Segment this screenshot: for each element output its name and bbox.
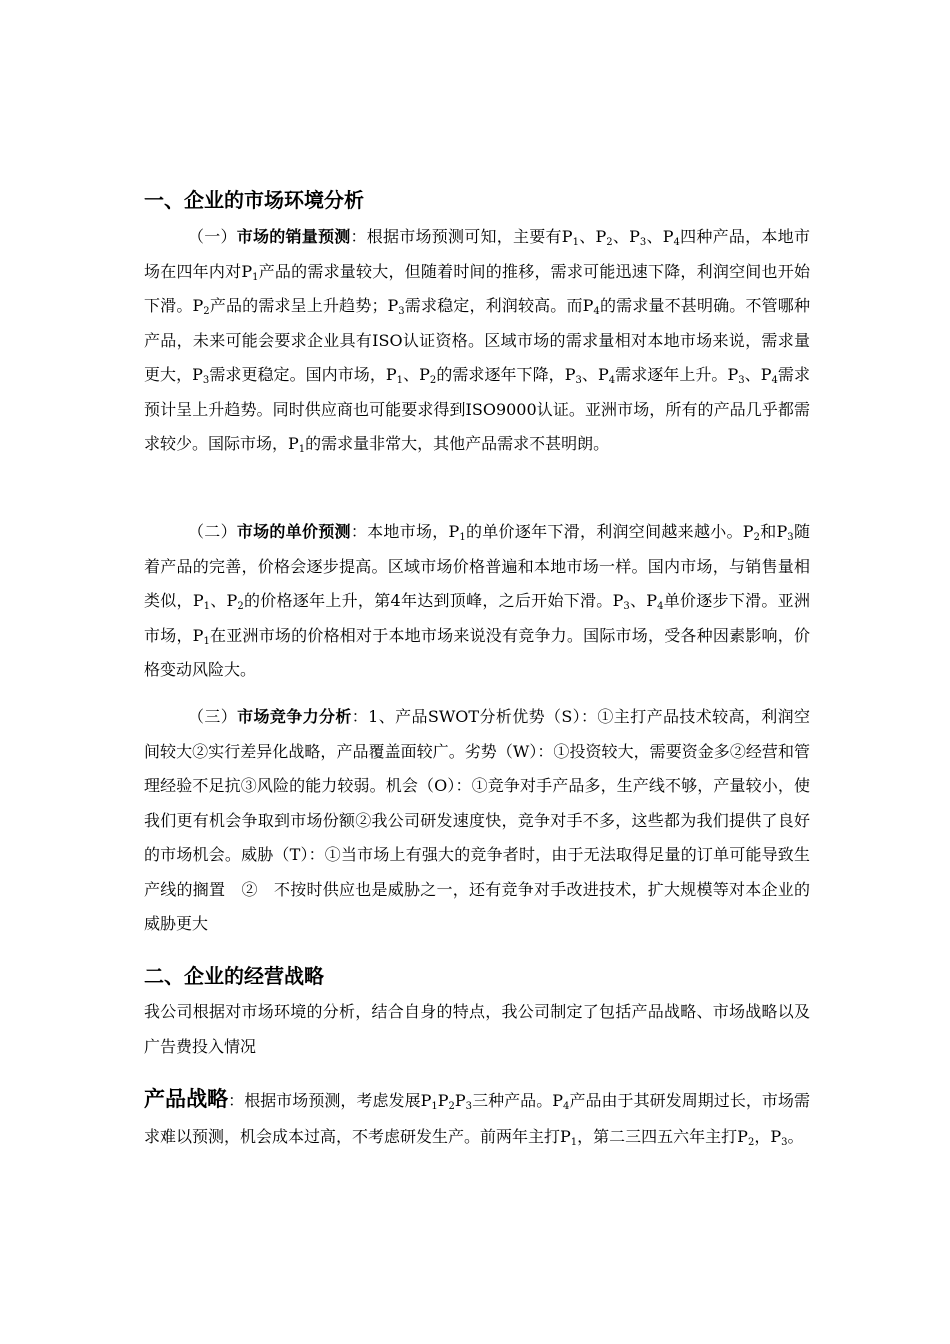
- paragraph-price-forecast: [144, 515, 810, 688]
- paragraph-body: ：根据市场预测可知，主要有$P_1$、$P_2$、$P_3$、$P_4$四种产品，本地市场在四年内对$P_1$产品的需求量较大，但随着时间的推移，需求可能迅速下降，利润空间也开始下滑。$P_2$产品的需求呈上升趋势；$P_3$需求稳定，利润较高。而$P_4$的需求量不甚明确。不管哪种产品，未来可能会要求企业具有ISO认证资格。区域市场的需求量相对本地市场来说，需求量更大，$P_3$需求更稳定。国内市场，$P_1$、$P_2$的需求逐年下降，$P_3$、$P_4$需求逐年上升。$P_3$、$P_4$需求预计呈上升趋势。同时供应商也可能要求得到ISO9000认证。亚洲市场，所有的产品几乎都需求较少。国际市场，$P_1$的需求量非常大，其他产品需求不甚明朗。: [144, 227, 810, 455]
- paragraph-competitiveness: [144, 700, 810, 942]
- paragraph-label: 市场的单价预测: [236, 522, 351, 541]
- paragraph-prefix: （一）: [188, 227, 237, 246]
- paragraph-body: ：根据市场预测，考虑发展$P_1P_2P_3$三种产品。$P_4$产品由于其研发周期过长，市场需求难以预测，机会成本过高，不考虑研发生产。前两年主打$P_1$，第二三四五六年主打$P_2$，$P_3$。: [144, 1091, 810, 1148]
- section-heading-1: 一、企业的市场环境分析: [144, 188, 364, 212]
- paragraph-label: 市场竞争力分析: [237, 707, 352, 726]
- paragraph-sales-forecast: [144, 220, 810, 462]
- paragraph-prefix: （三）: [188, 707, 238, 726]
- paragraph-body: ：1、产品SWOT分析优势（S）：①主打产品技术较高，利润空间较大②实行差异化战略，产品覆盖面较广。劣势（W）：①投资较大，需要资金多②经营和管理经验不足抗③风险的能力较弱。机会（O）：①竞争对手产品多，生产线不够，产量较小，使我们更有机会争取到市场份额②我公司研发速度快，竞争对手不多，这些都为我们提供了良好的市场机会。威胁（T）：①当市场上有强大的竞争者时，由于无法取得足量的订单可能导致生产线的搁置 ② 不按时供应也是威胁之一，还有竞争对手改进技术，扩大规模等对本企业的威胁更大: [144, 707, 810, 933]
- paragraph-strategy-intro: 我公司根据对市场环境的分析，结合自身的特点，我公司制定了包括产品战略、市场战略以及广告费投入情况: [144, 1002, 810, 1056]
- paragraph-body: ：本地市场，$P_1$的单价逐年下滑，利润空间越来越小。$P_2$和$P_3$随着产品的完善，价格会逐步提高。区域市场价格普遍和本地市场一样。国内市场，与销售量相类似，$P_1$、$P_2$的价格逐年上升，第4年达到顶峰，之后开始下滑。$P_3$、$P_4$单价逐步下滑。亚洲市场，$P_1$在亚洲市场的价格相对于本地市场来说没有竞争力。国际市场，受各种因素影响，价格变动风险大。: [144, 522, 810, 679]
- section-heading-2: 二、企业的经营战略: [144, 964, 324, 988]
- paragraph-product-strategy: [144, 1081, 810, 1155]
- paragraph-label: 产品战略: [144, 1087, 229, 1111]
- paragraph-label: 市场的销量预测: [236, 227, 351, 246]
- paragraph-prefix: （二）: [188, 522, 237, 541]
